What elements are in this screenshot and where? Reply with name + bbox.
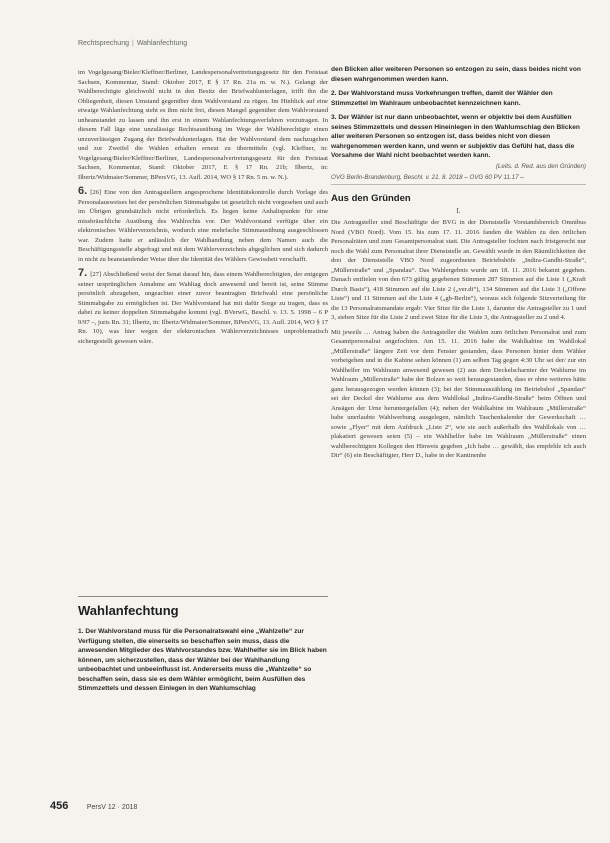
reasons-paragraph-2: Mit jeweils … Antrag haben die Antragsteller die Wahlen zum örtlichen Personalrat und zum Gesamtpersonalrat angefochten. Am 15. 11. 2016 habe die Wahlkabine im Wahllokal „Müllerstraße“ längere Zeit vor dem Fenster gestanden, dass Personen hinter dem Wähler vorbeigehen und in die Kabine sehen können (1) am selben Tag gegen 4:30 Uhr sei der/ zur ein Wahlhelfer im Wahlraum anwesend gewesen (2) aus dem Deckelscharnier der Wahlurne im Wahlraum „Müllerstraße“ habe der Bolzen so weit herausgestanden, dass er ohne weiteres hätte ganz herausgezogen werden können (3); bei der Stimmauszählung im Betriebshof „Spandau“ sei der Deckel der Wahlurne aus dem Wahllokal „Indira-Gandhi-Straße“ beim Öffnen und Ansägen der Urne heruntergefallen (4); neben der Wahlkabine im Wahlraum „Müllerstraße“ habe unerlaubte Wahlwerbung ausgelegen, nämlich Taschenkalender der Gewerkschaft … sowie „Flyer“ mit dem Aufdruck „Liste 2“, wie sie auch außerhalb des Wahllokals von … plakatiert gewesen seien (5) – ein Wahlhelfer habe im Wahlraum „Müllerstraße“ einen wahlberechtigten Kollegen den Hinweis gegeben „Ich habe … gewählt, das empfehle ich auch Dir“ (6) ein Beschäftigter, Herr D., habe in der Kantinenhe — [331, 328, 586, 459]
paragraph-6-number: 6. — [78, 185, 88, 197]
paragraph-6-text: [26] Eine von den Antragstellern angesprochene Identitätskontrolle durch Vorlage des Personalausweises bei der persönlichen Stimmabgabe ist gesetzlich nicht vorgesehen und auch im Übrigen grundsätzlich nicht erforderlich. Es liegen keine Anhaltspunkte für eine missbräuchliche Ausübung des Wahlrechts vor. Der Wahlvorstand verfügte über ein elektronisches Wählerverzeichnis, wodurch eine mehrfache Stimmausübung ausgeschlossen war. Zudem hatte er anlässlich der Wahlhandlung neben dem Namen auch die Beschäftigungsstelle abgefragt und mit dem Wählerverzeichnis abgeglichen und sich dadurch in nicht zu beanstandender Weise über die Identität des Wählers Gewissheit verschafft. — [78, 189, 329, 263]
page-number: 456 — [50, 800, 69, 812]
right-column — [331, 65, 586, 466]
running-head-separator: | — [131, 40, 134, 47]
paragraph-6 — [78, 187, 328, 264]
section-title: Wahlanfechtung — [78, 603, 179, 618]
page-footer — [50, 796, 137, 814]
paragraph-7-text: [27] Abschließend weist der Senat darauf hin, dass einem Wahlberechtigten, der entgegen seiner ursprünglichen Annahme am Wahltag doch anwesend und bereit ist, seine Stimme persönlich abzugeben, ungeachtet einer zuvor beantragten Briefwahl eine persönliche Stimmabgabe zu ermöglichen ist. Der Wahlvorstand hat mit dafür Sorge zu tragen, dass es dabei zu keiner doppelten Stimmabgabe kommt (vgl. BVerwG, Beschl. v. 13. 5. 1998 – 6 P 9/97 –, juris Rn. 31; Ilbertz, in: Ilbertz/Widmaier/Sommer, BPersVG, 13. Aufl. 2014, WO § 17 Rn. 10), was hier wegen der elektronischen Wählerverzeichnisses unproblematisch sichergestellt gewesen wäre. — [78, 271, 328, 345]
thesis-1-continued: den Blicken aller weiteren Personen so entzogen zu sein, dass beides nicht von diesen wahrgenommen werden kann. — [331, 66, 581, 83]
running-head-topic: Wahlanfechtung — [136, 40, 188, 47]
left-column — [78, 68, 328, 351]
running-head — [78, 40, 187, 47]
section-divider — [78, 596, 328, 597]
intro-paragraph: im Vogelgesang/Bieler/Kleffner/Berliner, Landespersonalvertretungsgesetz für den Freistaat Sachsen, Kommentar, Stand: Oktober 2017, E § 17 Rn. 21a m. w. N.). Gelangt der Wahlberechtigte gleichwohl nicht in den Besitz der Briefwahlunterlagen, trifft ihn die Obliegenheit, diesen Umstand gegenüber dem Wahlvorstand zu rügen. Im Hinblick auf eine etwaige Wahlanfechtung steht es ihm nicht frei, diesen Mangel gegenüber dem Wahlvorstand unbeanstandet zu lassen und ihn erst in einem Wahlanfechtungsverfahren vorzutragen. In diesem Fall läge eine unzulässige Rechtsausübung im Wege der Wahlberechtigte einen unzuverlässigen Zugang der Briefwahlunterlagen. Hat der Wahlvorstand dem nachzugehen und zur Zweifel die Wahlen erhalten erneut zu übermitteln (vgl. Kleffner, in: Vogelgesang/Bieler/Kleffner/Berliner, Landespersonalvertretungsgesetz für den Freistaat Sachsen, Kommentar, Stand: Oktober 2017, E § 17 Rn. 21b; Ilbertz, in: Ilbertz/Widmaier/Sommer, BPersVG, 13. Aufl. 2014, WO § 17 Rn. 5 m. w. N.). — [78, 69, 328, 181]
roman-numeral: I. — [456, 207, 461, 215]
paragraph-7-number: 7. — [78, 267, 88, 279]
paragraph-7 — [78, 269, 328, 346]
thesis-1: 1. Der Wahlvorstand muss für die Personalratswahl eine „Wahlzelle“ zur Verfügung stellen, die einerseits so beschaffen sein muss, dass die anwesenden Mitglieder des Wahlvorstandes bzw. Wahlhelfer sie im Blick haben können, um sicherzustellen, dass der Wähler bei der Wahlhandlung unbeobachtet und unbeeinflusst ist. Andererseits muss die „Wahlzelle“ so beschaffen sein, dass sie es dem Wähler ermöglicht, beim Ausfüllen des Stimmzettels und dessen Einlegen in den Wahlumschlag — [78, 628, 327, 692]
reasons-heading: Aus den Gründen — [331, 192, 411, 204]
journal-reference: PersV 12 · 2018 — [86, 804, 138, 811]
running-head-section: Rechtsprechung — [78, 40, 129, 47]
court-reference: OVG Berlin-Brandenburg, Beschl. v. 21. 8. 2018 – OVG 60 PV 11.17 – — [331, 174, 586, 185]
editorial-citation: (Leits. d. Red. aus den Gründen) — [495, 162, 586, 170]
reasons-paragraph-1: Die Antragsteller sind Beschäftigte der BVG in der Dienststelle Vorstandsbereich Omnibus Nord (VBO Nord). Vom 15. bis zum 17. 11. 2016 fanden die Wahlen zu den örtlichen Personalräten und zum Gesamtpersonalrat statt. Die Antragsteller fochten nach fristgerecht nur noch die Wahl zum Personalrat ihrer Dienststelle an. Gewählt wurde in den Räumlichkeiten der drei der Dienststelle VBO Nord zugeordneten Betriebshöfe „Indira-Gandhi-Straße“, „Müllerstraße“ und „Spandau“. Das Wahlergebnis wurde am 18. 11. 2016 bekannt gegeben. Danach entfielen von den 673 gültig gegebenen Stimmen 287 Stimmen auf die Liste 1 („Kraft Durch Basis“), 418 Stimmen auf die Liste 2 („ver.di“), 134 Stimmen auf die Liste 3 („Offene Liste“) und 11 Stimmen auf die Liste 4 („gb-Berlin“), woraus sich folgende Sitzverteilung für die 13 Personalratsmandate ergab: Vier Sitze für die Liste 1, darunter die Antragsteller zu 1 und 3, sieben Sitze für die Liste 2 und zwei Sitze für die Liste 3, die Antragsteller zu 2 und 4. — [331, 219, 586, 321]
thesis-block — [78, 627, 328, 699]
thesis-2: 2. Der Wahlvorstand muss Vorkehrungen treffen, damit der Wähler den Stimmzettel im Wahlraum unbeobachtet kennzeichnen kann. — [331, 90, 553, 107]
thesis-3: 3. Der Wähler ist nur dann unbeobachtet, wenn er objektiv bei dem Ausfüllen seines Stimmzettels und dessen Hineinlegen in den Wahlumschlag den Blicken aller weiteren Personen so entzogen ist, dass beides nicht von diesen wahrgenommen werden kann, und wenn er subjektiv das Gefühl hat, dass die Vorsahme der Wahl nicht beobachtet werden kann. — [331, 114, 580, 159]
